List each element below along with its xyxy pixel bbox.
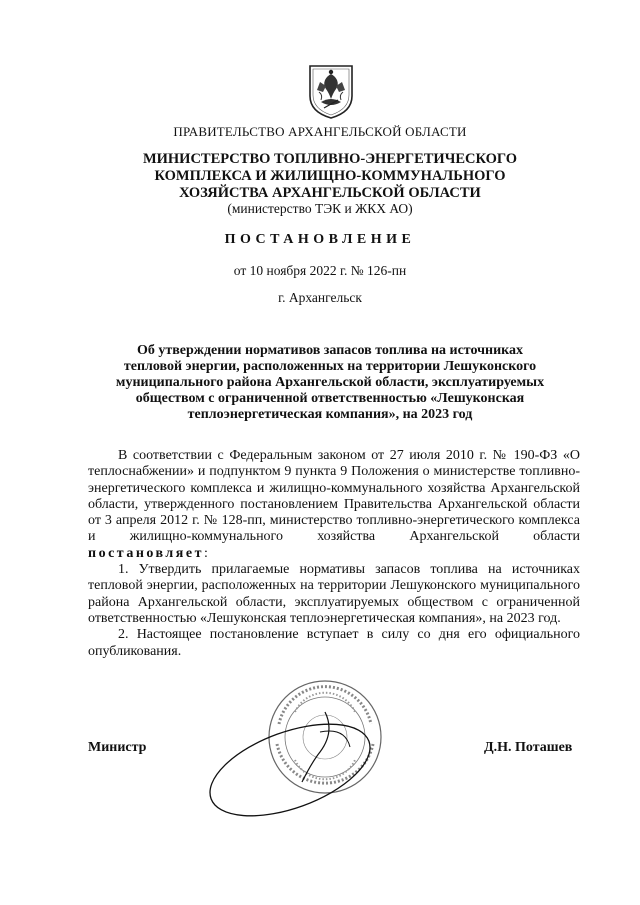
ministry-line: КОМПЛЕКСА И ЖИЛИЩНО-КОММУНАЛЬНОГО	[154, 168, 506, 184]
signatory-name: Д.Н. Поташев	[484, 740, 573, 755]
document-type: ПОСТАНОВЛЕНИЕ	[224, 232, 416, 247]
document-city: г. Архангельск	[278, 290, 362, 305]
item-1-paragraph: 1. Утвердить прилагаемые нормативы запасов топлива на источниках тепловой энергии, расположенных на территории Лешуконского муниципального района Архангельской области, эксплуатируемых обществом с ограниченной ответственностью «Лешуконская теплоэнергетическая компания», на 2023 год.	[88, 562, 580, 626]
ministry-abbreviation: (министерство ТЭК и ЖКХ АО)	[227, 201, 413, 216]
item-2-paragraph: 2. Настоящее постановление вступает в силу со дня его официального опубликования.	[88, 627, 580, 659]
document-body	[88, 448, 580, 660]
title-line: муниципального района Архангельской области, эксплуатируемых	[115, 375, 545, 390]
decree-word: постановляет	[88, 545, 204, 561]
document-title	[110, 343, 550, 423]
document-date-number: от 10 ноября 2022 г. № 126-пн	[233, 263, 407, 278]
ministry-name	[120, 151, 540, 202]
title-line: тепловой энергии, расположенных на территории Лешуконского	[123, 359, 537, 374]
decree-colon: :	[203, 545, 208, 561]
preamble-text: В соответствии с Федеральным законом от 27 июля 2010 г. № 190-ФЗ «О теплоснабжении» и подпунктом 9 пункта 9 Положения о министерстве топливно-энергетического комплекса и жилищно-коммунального хозяйства Архангельской области, утвержденного постановлением Правительства Архангельской области от 3 апреля 2012 г. № 128-пп, министерство топливно-энергетического комплекса и жилищно-коммунального хозяйства Архангельской области	[88, 448, 580, 545]
official-seal-stamp	[205, 672, 405, 832]
signatory-position: Министр	[88, 740, 147, 755]
ministry-line: ХОЗЯЙСТВА АРХАНГЕЛЬСКОЙ ОБЛАСТИ	[179, 185, 481, 201]
ministry-line: МИНИСТЕРСТВО ТОПЛИВНО-ЭНЕРГЕТИЧЕСКОГО	[142, 151, 518, 167]
title-line: обществом с ограниченной ответственностью «Лешуконская	[135, 391, 525, 406]
title-line: теплоэнергетическая компания», на 2023 год	[187, 407, 473, 422]
coat-of-arms-emblem	[306, 62, 356, 120]
government-heading: ПРАВИТЕЛЬСТВО АРХАНГЕЛЬСКОЙ ОБЛАСТИ	[173, 124, 467, 139]
title-line: Об утверждении нормативов запасов топлива на источниках	[136, 343, 524, 358]
preamble-paragraph	[88, 448, 580, 562]
